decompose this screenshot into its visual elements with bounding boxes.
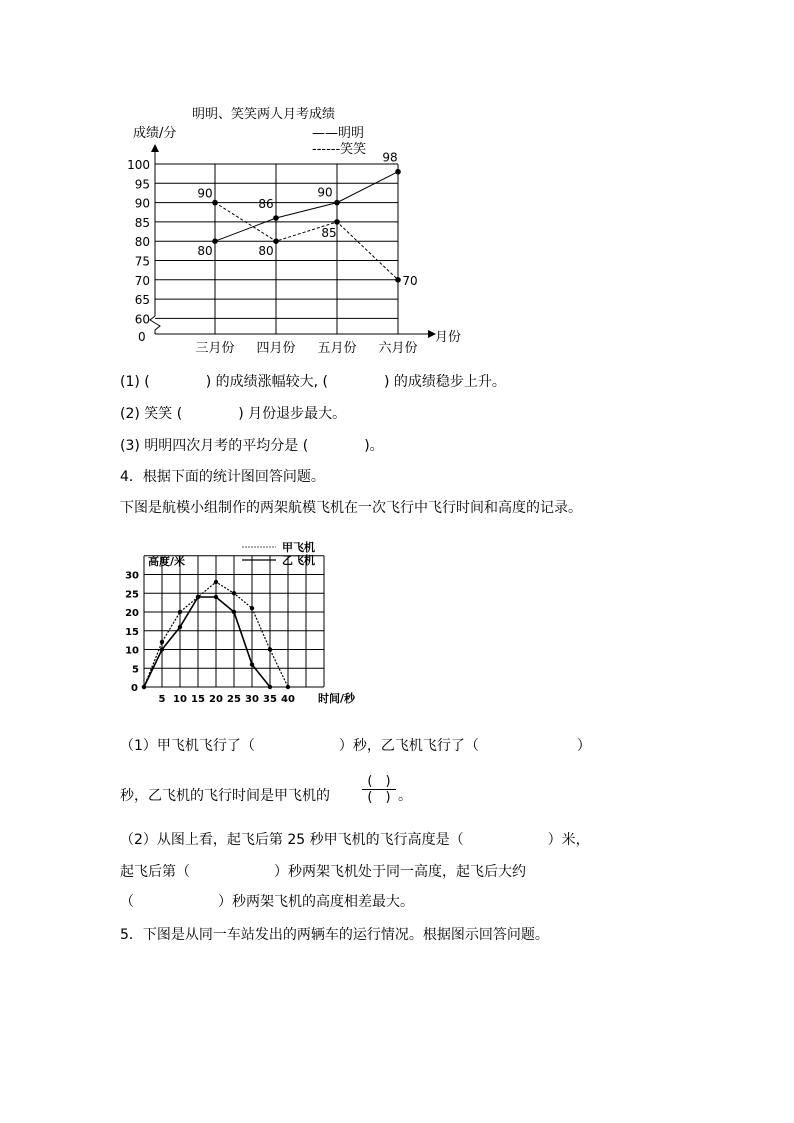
data-point	[395, 277, 401, 283]
data-point	[273, 238, 279, 244]
x-tick-label: 五月份	[317, 341, 357, 356]
data-point	[212, 238, 218, 244]
x-tick-label: 40	[281, 694, 295, 705]
y-tick-label: 15	[125, 626, 139, 638]
series-line-明明	[215, 172, 398, 241]
fraction-numerator: ( )	[367, 774, 391, 789]
question-4-1b: 秒，乙飞机的飞行时间是甲飞机的	[120, 788, 330, 804]
x-tick-label: 35	[263, 694, 277, 705]
data-point	[334, 200, 340, 206]
y-tick-label: 75	[134, 254, 150, 269]
data-label: 90	[197, 186, 213, 201]
chart1-y-ticks	[127, 158, 150, 326]
data-point	[160, 640, 164, 644]
question-4-2b: 起飞后第（ ）秒两架飞机处于同一高度，起飞后大约	[120, 864, 526, 880]
data-label: 70	[402, 273, 418, 288]
chart1-xlabel: 月份	[435, 330, 462, 345]
y-tick-label: 25	[125, 589, 139, 601]
chart2-legend-jia: 甲飞机	[282, 541, 315, 554]
data-point	[212, 200, 218, 206]
x-tick-label: 30	[245, 694, 259, 705]
question-4-2a: （2）从图上看，起飞后第 25 秒甲飞机的飞行高度是（ ）米，	[120, 832, 590, 848]
data-label: 90	[317, 185, 333, 200]
data-label: 86	[258, 197, 274, 212]
data-point	[232, 610, 236, 614]
data-point	[268, 685, 272, 689]
data-label: 85	[321, 225, 337, 240]
data-point	[196, 595, 200, 599]
data-point	[232, 591, 236, 595]
y-axis-arrow	[151, 144, 159, 152]
data-point	[286, 685, 290, 689]
question-3-2: (2) 笑笑 ( ) 月份退步最大。	[120, 406, 347, 422]
x-tick-label: 四月份	[256, 341, 296, 356]
x-tick-label: 20	[209, 694, 223, 705]
data-point	[250, 606, 254, 610]
question-3-1: (1) ( ) 的成绩涨幅较大, ( ) 的成绩稳步上升。	[120, 374, 506, 390]
question-4-title: 4．根据下面的统计图回答问题。	[120, 469, 325, 485]
data-point	[178, 610, 182, 614]
x-tick-label: 六月份	[378, 341, 418, 356]
y-tick-label: 20	[125, 608, 139, 619]
data-point	[142, 685, 146, 689]
question-4-intro: 下图是航模小组制作的两架航模飞机在一次飞行中飞行时间和高度的记录。	[120, 500, 582, 516]
score-line-chart	[0, 0, 794, 370]
chart1-grid	[150, 144, 436, 338]
data-point	[273, 215, 279, 221]
y-tick-label: 90	[134, 196, 150, 211]
data-label: 80	[197, 244, 213, 259]
x-tick-label: 15	[191, 694, 205, 705]
chart1-title: 明明、笑笑两人月考成绩	[192, 107, 336, 122]
x-tick-label: 25	[227, 694, 241, 705]
question-4-2c: （ ）秒两架飞机的高度相差最大。	[120, 894, 414, 910]
y-tick-label: 10	[125, 645, 139, 657]
data-point	[395, 169, 401, 175]
chart1-ylabel: 成绩/分	[133, 126, 177, 141]
chart2-origin: 0	[131, 683, 138, 694]
chart2-x-ticks	[159, 694, 295, 705]
x-tick-label: 三月份	[195, 341, 235, 356]
x-tick-label: 5	[158, 694, 166, 705]
data-point	[268, 647, 272, 651]
data-point	[178, 625, 182, 629]
chart1-x-ticks	[195, 341, 417, 356]
chart1-legend-mingming: ——明明	[312, 126, 365, 141]
y-tick-label: 85	[134, 215, 150, 230]
question-4-1a: （1）甲飞机飞行了（ ）秒，乙飞机飞行了（ ）	[120, 738, 591, 754]
answer-fraction	[362, 774, 396, 805]
data-point	[250, 662, 254, 666]
chart1-legend-xiaoxiao: ------笑笑	[312, 142, 367, 157]
data-point	[214, 595, 218, 599]
data-point	[334, 219, 340, 225]
x-tick-label: 10	[173, 694, 187, 705]
chart2-legend-yi: 乙飞机	[282, 554, 315, 567]
chart2-ylabel: 高度/米	[148, 555, 186, 568]
data-point	[214, 580, 218, 584]
data-label: 80	[258, 244, 274, 259]
y-tick-label: 30	[125, 570, 139, 582]
plane-height-chart	[0, 530, 794, 720]
chart1-series	[197, 151, 417, 288]
data-label: 98	[382, 150, 398, 165]
question-4-1b-end: 。	[398, 788, 412, 804]
y-tick-label: 65	[134, 293, 150, 308]
fraction-denominator: ( )	[362, 789, 396, 805]
chart1-origin: 0	[138, 330, 146, 344]
data-point	[160, 647, 164, 651]
y-tick-label: 5	[132, 664, 139, 676]
y-tick-label: 70	[134, 273, 150, 288]
chart2-grid	[144, 556, 324, 687]
question-3-3: (3) 明明四次月考的平均分是 ( )。	[120, 438, 384, 454]
chart2-y-ticks	[125, 571, 139, 676]
chart2-xlabel: 时间/秒	[318, 692, 356, 705]
y-tick-label: 100	[127, 158, 150, 172]
y-tick-label: 95	[134, 177, 150, 192]
y-tick-label: 60	[134, 312, 150, 327]
question-5-title: 5．下图是从同一车站发出的两辆车的运行情况。根据图示回答问题。	[120, 927, 549, 943]
y-tick-label: 80	[134, 235, 150, 250]
